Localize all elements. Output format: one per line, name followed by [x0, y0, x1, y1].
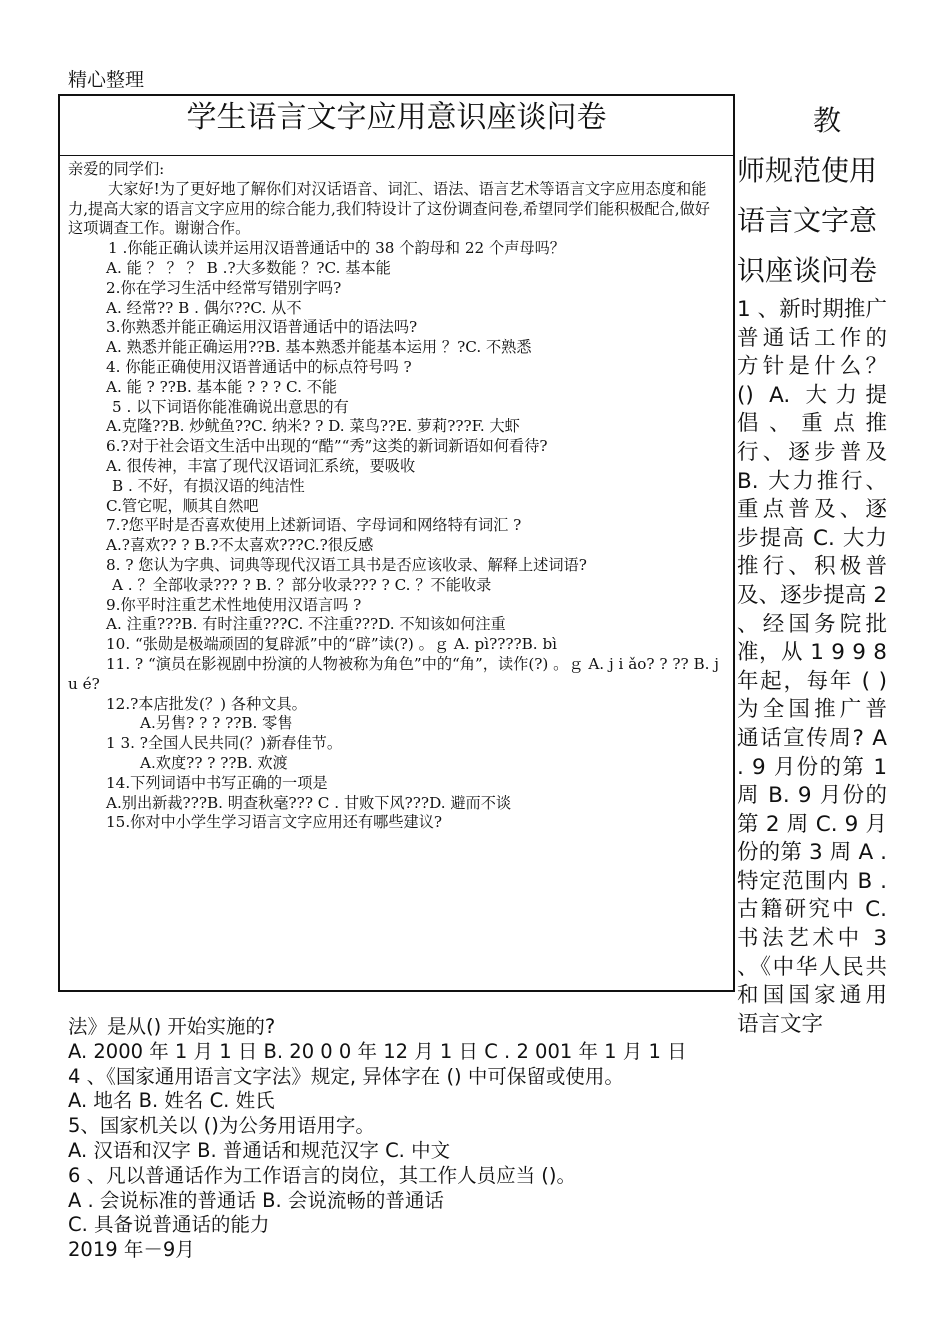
bottom-line: 5、国家机关以 ()为公务用语用字。 — [68, 1114, 375, 1138]
survey-title-row — [60, 96, 733, 156]
bottom-line: C. 具备说普通话的能力 — [68, 1213, 270, 1237]
question-line: 11. ? “演员在影视剧中扮演的人物被称为角色”中的“角”，读作(?) 。ｇ A. j i ǎo? ? ?? B. j u é? — [68, 654, 719, 693]
survey-title: 学生语言文字应用意识座谈问卷 — [186, 100, 607, 135]
bottom-continuation — [68, 1015, 928, 1263]
option-line: A. 能 ？ ？ ？ B .?大多数能 ？?C. 基本能 — [106, 258, 391, 277]
header-note: 精心整理 — [68, 69, 145, 91]
bottom-line: A . 会说标准的普通话 B. 会说流畅的普通话 — [68, 1188, 444, 1212]
question-line: 9.你平时注重艺术性地使用汉语言吗 ? — [106, 595, 362, 614]
option-line: A. 能 ? ??B. 基本能 ? ? ? C. 不能 — [106, 377, 338, 396]
question-line: 12.?本店批发(？) 各种文具。 — [106, 694, 307, 713]
option-line: A. 注重???B. 有时注重???C. 不注重???D. 不知该如何注重 — [106, 615, 506, 634]
greeting: 亲爱的同学们: — [68, 160, 165, 178]
question-line: 10. “张勋是极端顽固的复辟派”中的“辟”读(?) 。ｇ A. pì????B. bì — [106, 635, 558, 654]
survey-content — [60, 156, 733, 833]
bottom-line: A. 地名 B. 姓名 C. 姓氏 — [68, 1089, 275, 1113]
option-line: A.?喜欢?? ? B.?不太喜欢???C.?很反感 — [106, 536, 374, 555]
option-line: A.另售? ? ? ??B. 零售 — [140, 714, 293, 733]
option-line: A.别出新裁???B. 明查秋毫??? C . 甘败下风???D. 避而不谈 — [106, 793, 512, 812]
option-line: A. 很传神，丰富了现代汉语词汇系统，要吸收 — [106, 456, 416, 475]
question-line: 14.下列词语中书写正确的一项是 — [106, 773, 328, 792]
option-line: A. 经常?? B . 偶尔??C. 从不 — [106, 298, 302, 317]
option-line: A. 熟悉并能正确运用??B. 基本熟悉并能基本运用 ？?C. 不熟悉 — [106, 338, 532, 357]
question-line: 2.你在学习生活中经常写错别字吗? — [106, 278, 342, 297]
bottom-line: 4 、《国家通用语言文字法》规定, 异体字在 () 中可保留或使用。 — [68, 1064, 624, 1088]
teacher-title-part2: 师规范使用语言文字意识座谈问卷 — [737, 154, 878, 287]
option-line: B . 不好，有损汉语的纯洁性 — [112, 476, 305, 495]
option-line: A.欢度?? ? ??B. 欢渡 — [140, 753, 288, 772]
question-line: 7.?您平时是否喜欢使用上述新词语、字母词和网络特有词汇 ? — [106, 516, 522, 535]
teacher-title-part1: 教 — [812, 104, 841, 137]
question-line: 6.?对于社会语文生活中出现的“酷”“秀”这类的新词新语如何看待? — [106, 437, 548, 456]
teacher-survey-text: 1 、新时期推广普通话工作的方针是什么？ () A. 大力提倡、重点推行、逐步普及 B. 大力推行、重点普及、逐步提高 C. 大力推行、积极普及、逐步提高 2 、经国务院批准，从 1 9 9 8 年起，每年 ( ) 为全国推广普通话宣传周? A . 9 月份的第 1 周 B. 9 月份的第 2 周 C. 9 月份的第 3 周 A . 特定范围内 B . 古籍研究中 C. 书法艺术中 3 、《中华人民共和国国家通用语言文字 — [737, 297, 887, 1037]
question-line: 3.你熟悉并能正确运用汉语普通话中的语法吗? — [106, 318, 418, 337]
bottom-line: 6 、凡以普通话作为工作语言的岗位，其工作人员应当 ()。 — [68, 1163, 577, 1187]
intro-paragraph: 大家好!为了更好地了解你们对汉话语音、词汇、语法、语言艺术等语言文字应用态度和能力,提高大家的语言文字应用的综合能力,我们特设计了这份调查问卷,希望同学们能积极配合,做好这项调查工作。谢谢合作。 — [68, 179, 710, 238]
bottom-line: A. 汉语和汉字 B. 普通话和规范汉字 C. 中文 — [68, 1138, 451, 1162]
bottom-line: 法》是从() 开始实施的? — [68, 1015, 276, 1038]
date-line: 2019 年－9月 — [68, 1238, 195, 1262]
student-survey-box — [58, 94, 735, 992]
question-line: 5 . 以下词语你能准确说出意思的有 — [112, 397, 349, 416]
bottom-line: A. 2000 年 1 月 1 日 B. 20 0 0 年 12 月 1 日 C . 2 001 年 1 月 1 日 — [68, 1039, 687, 1063]
teacher-survey-column — [737, 96, 887, 1039]
option-line: A.克隆??B. 炒鱿鱼??C. 纳米? ? D. 菜鸟??E. 萝莉???F. 大虾 — [106, 417, 520, 436]
option-line: C.管它呢，顺其自然吧 — [106, 496, 259, 515]
question-line: 15.你对中小学生学习语言文字应用还有哪些建议? — [106, 813, 443, 832]
question-line: 1 3. ?全国人民共同(？)新春佳节。 — [106, 734, 343, 753]
question-line: 4. 你能正确使用汉语普通话中的标点符号吗 ? — [106, 357, 412, 376]
question-line: 8. ? 您认为字典、词典等现代汉语工具书是否应该收录、解释上述词语? — [106, 555, 587, 574]
question-line: 1 .你能正确认读并运用汉语普通话中的 38 个韵母和 22 个声母吗？ — [108, 239, 565, 258]
option-line: A . ？全部收录??? ? B. ？部分收录??? ? C. ？不能收录 — [112, 575, 492, 594]
